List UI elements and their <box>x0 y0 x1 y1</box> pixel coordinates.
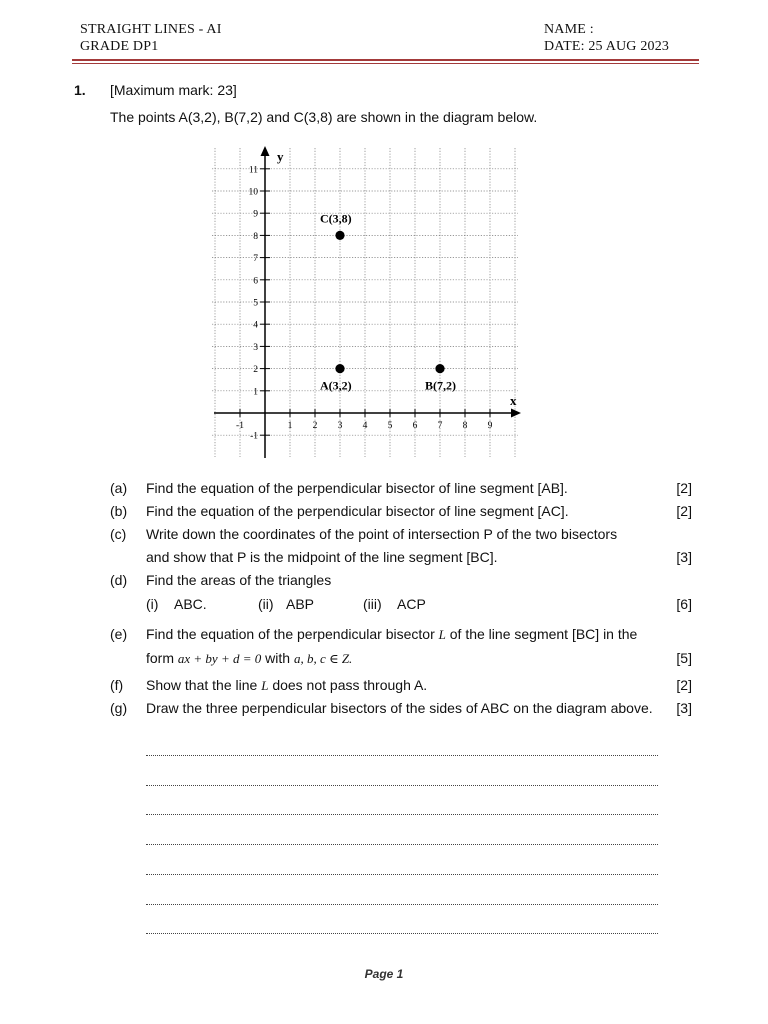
part-f-text-b: does not pass through A. <box>272 677 428 693</box>
form-word: form <box>146 650 174 666</box>
worksheet-title: STRAIGHT LINES - AI <box>80 22 222 37</box>
y-tick-label: 8 <box>253 231 258 242</box>
y-tick-label: 2 <box>253 365 258 376</box>
y-tick-label: 4 <box>253 320 258 331</box>
part-e-text-b: of the line segment [BC] in the <box>449 626 638 642</box>
page-number: Page 1 <box>364 967 404 981</box>
part-a-text: Find the equation of the perpendicular bisector of line segment [AB]. <box>146 480 568 496</box>
y-tick-label: 11 <box>248 165 258 176</box>
part-g-label: (g) <box>110 700 128 716</box>
with-word: with <box>265 650 291 666</box>
part-f-marks: [2] <box>676 677 692 693</box>
coordinate-diagram <box>208 140 524 462</box>
point-label: B(7,2) <box>425 378 456 393</box>
answer-line[interactable] <box>146 933 658 934</box>
part-b-text: Find the equation of the perpendicular bisector of line segment [AC]. <box>146 503 569 519</box>
part-a-marks: [2] <box>676 480 692 496</box>
y-tick-label: 1 <box>253 387 258 398</box>
answer-line[interactable] <box>146 844 658 845</box>
data-point <box>335 231 344 240</box>
part-d-marks: [6] <box>676 596 692 612</box>
part-d-ii-text: ABP <box>286 596 315 612</box>
point-label: C(3,8) <box>320 211 352 226</box>
x-tick-label: 5 <box>387 421 393 431</box>
y-tick-label: -1 <box>250 431 258 442</box>
x-tick-label: -1 <box>236 421 244 431</box>
part-e-text-line1 <box>146 626 637 643</box>
y-tick-label: 9 <box>253 209 258 220</box>
part-f-label: (f) <box>110 677 124 693</box>
question-number: 1. <box>74 82 86 98</box>
data-point <box>335 364 344 373</box>
part-c-marks: [3] <box>676 549 692 565</box>
name-label: NAME : <box>544 22 594 37</box>
part-d-iii-label: (iii) <box>363 596 382 612</box>
y-tick-label: 3 <box>253 342 258 353</box>
part-f-text <box>146 677 427 694</box>
part-f-text-a: Show that the line <box>146 677 258 693</box>
part-d-i-text: ABC. <box>174 596 207 612</box>
x-tick-label: 3 <box>337 421 343 431</box>
part-b-label: (b) <box>110 503 128 519</box>
x-tick-label: 6 <box>412 421 418 431</box>
x-tick-label: 8 <box>462 421 468 431</box>
part-d-text: Find the areas of the triangles <box>146 572 332 588</box>
data-point <box>435 364 444 373</box>
point-label: A(3,2) <box>320 378 352 393</box>
header-rule <box>72 59 699 61</box>
y-tick-label: 5 <box>253 298 258 309</box>
part-a-label: (a) <box>110 480 128 496</box>
grade-label: GRADE DP1 <box>80 39 159 54</box>
question-intro: The points A(3,2), B(7,2) and C(3,8) are shown in the diagram below. <box>110 109 538 125</box>
x-tick-label: 9 <box>487 421 493 431</box>
y-tick-label: 6 <box>253 276 258 287</box>
part-g-text: Draw the three perpendicular bisectors of the sides of ABC on the diagram above. <box>146 700 653 716</box>
max-mark: [Maximum mark: 23] <box>110 82 237 98</box>
x-tick-label: 4 <box>362 421 368 431</box>
line-equation: ax + by + d = 0 <box>177 651 262 666</box>
header-right <box>544 21 669 55</box>
x-tick-label: 7 <box>437 421 443 431</box>
line-l-symbol-f: L <box>261 678 269 693</box>
y-axis-label: y <box>277 149 284 164</box>
x-axis-label: x <box>510 393 517 408</box>
part-d-label: (d) <box>110 572 128 588</box>
date-label: DATE: 25 AUG 2023 <box>544 39 670 54</box>
answer-line[interactable] <box>146 755 658 756</box>
y-tick-label: 7 <box>253 254 258 265</box>
x-tick-label: 1 <box>287 421 293 431</box>
answer-line[interactable] <box>146 785 658 786</box>
part-b-marks: [2] <box>676 503 692 519</box>
answer-line[interactable] <box>146 814 658 815</box>
answer-line[interactable] <box>146 904 658 905</box>
part-e-text-line2 <box>146 650 352 667</box>
part-c-text-line1: Write down the coordinates of the point of intersection P of the two bisectors <box>146 526 618 542</box>
y-axis-arrow <box>261 146 270 156</box>
part-e-label: (e) <box>110 626 128 642</box>
answer-line[interactable] <box>146 874 658 875</box>
part-c-label: (c) <box>110 526 127 542</box>
line-l-symbol: L <box>438 627 446 642</box>
header-left <box>80 21 222 55</box>
x-axis-arrow <box>511 409 521 418</box>
part-c-text-line2: and show that P is the midpoint of the line segment [BC]. <box>146 549 498 565</box>
x-tick-label: 2 <box>312 421 318 431</box>
part-e-text-a: Find the equation of the perpendicular bisector <box>146 626 435 642</box>
part-e-marks: [5] <box>676 650 692 666</box>
part-d-ii-label: (ii) <box>258 596 274 612</box>
part-d-iii-text: ACP <box>397 596 426 612</box>
y-tick-label: 10 <box>248 187 258 198</box>
part-d-i-label: (i) <box>146 596 159 612</box>
header-rule-thin <box>72 63 699 64</box>
part-g-marks: [3] <box>676 700 692 716</box>
integer-condition: a, b, c ∈ Z. <box>293 651 353 666</box>
